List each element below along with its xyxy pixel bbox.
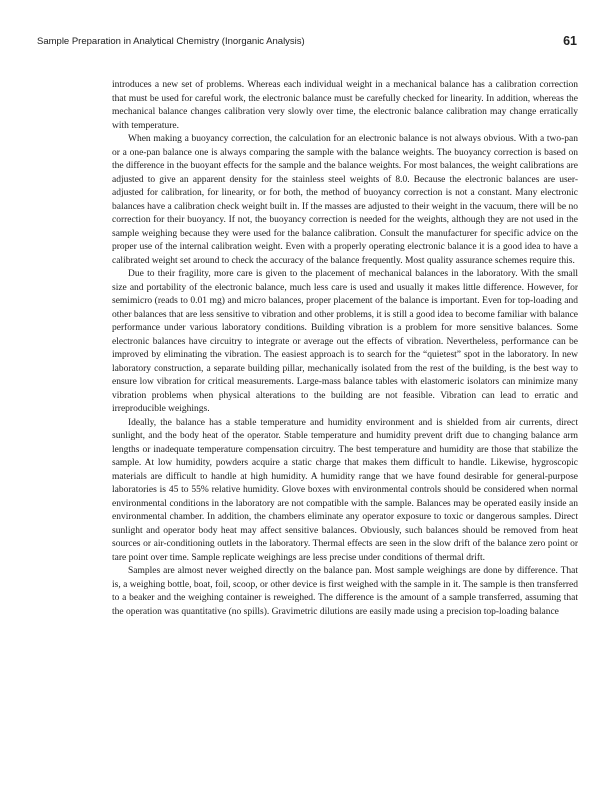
paragraph-buoyancy-correction: When making a buoyancy correction, the calculation for an electronic balance is not always obvious. With a two-pan or a one-pan balance one is always comparing the sample with the balance weights. The buoyancy correction is based on the difference in the buoyant effects for the sample and the balance weights. For most balances, the weight calibrations are adjusted to give an apparent density for the stainless steel weights of 8.0. Because the electronic balances are user-adjusted for calibration, for linearity, or for both, the method of buoyancy correction is not a constant. Many electronic balances have a calibration check weight built in. If the masses are adjusted to their weight in the vacuum, there will be no correction for their buoyancy. If not, the buoyancy correction is needed for the weights, although they are not used in the sample weighing because they were used for the balance calibration. Consult the manufacturer for specific advice on the proper use of the internal calibration weight. Even with a properly operating electronic balance it is a good idea to have a calibrated weight set around to check the accuracy of the balance frequently. Most quality assurance schemes require this. — [112, 134, 578, 266]
paragraph-weighing-by-difference: Samples are almost never weighed directly on the balance pan. Most sample weighings are done by difference. That is, a weighing bottle, boat, foil, scoop, or other device is first weighed with the sample in it. The sample is then transferred to a beaker and the weighing container is reweighed. The difference is the amount of a sample transferred, assuming that the operation was quantitative (no spills). Gravimetric dilutions are easily made using a precision top-loading balance — [112, 566, 578, 617]
paragraph-temperature-humidity: Ideally, the balance has a stable temperature and humidity environment and is shielded from air currents, direct sunlight, and the body heat of the operator. Stable temperature and humidity prevent drift due to changing balance arm lengths or inadequate temperature compensation circuitry. The best temperature and humidity are those that stabilize the sample. At low humidity, powders acquire a static charge that makes them difficult to handle. Likewise, hygroscopic materials are difficult to handle at high humidity. A humidity range that we have found desirable for general-purpose laboratories is 45 to 55% relative humidity. Glove boxes with environmental controls should be considered when normal environmental conditions in the laboratory are not compatible with the sample. Balances may be operated easily inside an environmental chamber. In addition, the chambers eliminate any operator exposure to toxic or dangerous samples. Direct sunlight and operator body heat may affect sensitive balances. Obviously, such balances should be removed from heat sources or air-conditioning outlets in the laboratory. Thermal effects are seen in the slow drift of the balance zero point or tare point over time. Sample replicate weighings are less precise under conditions of thermal drift. — [112, 417, 578, 563]
body-text — [112, 79, 578, 619]
paragraph-continuation: introduces a new set of problems. Whereas each individual weight in a mechanical balance has a calibration correction that must be used for careful work, the electronic balance must be carefully checked for linearity. In addition, whereas the mechanical balance changes calibration very slowly over time, the electronic balance calibration may change erratically with temperature. — [112, 80, 578, 131]
page-number: 61 — [563, 34, 577, 48]
paragraph-balance-placement: Due to their fragility, more care is given to the placement of mechanical balances in the laboratory. With the small size and portability of the electronic balance, much less care is used and usually it makes little difference. However, for semimicro (reads to 0.01 mg) and micro balances, proper placement of the balance is important. Even for top-loading and other balances that are less sensitive to vibration and other problems, it is still a good idea to become familiar with balance performance under various laboratory conditions. Building vibration is a problem for more sensitive balances. Some electronic balances have circuitry to integrate or average out the effects of vibration. Nevertheless, performance can be improved by eliminating the vibration. The easiest approach is to search for the “quietest” spot in the laboratory. In new laboratory construction, a separate building pillar, mechanically isolated from the rest of the building, is the best way to ensure low vibration for critical measurements. Large-mass balance tables with elastomeric isolators can minimize many vibration problems when physical alterations to the building are not feasible. Vibration can lead to erratic and irreproducible weighings. — [112, 269, 578, 414]
running-head-title: Sample Preparation in Analytical Chemistry (Inorganic Analysis) — [37, 36, 305, 47]
running-head — [37, 36, 577, 52]
